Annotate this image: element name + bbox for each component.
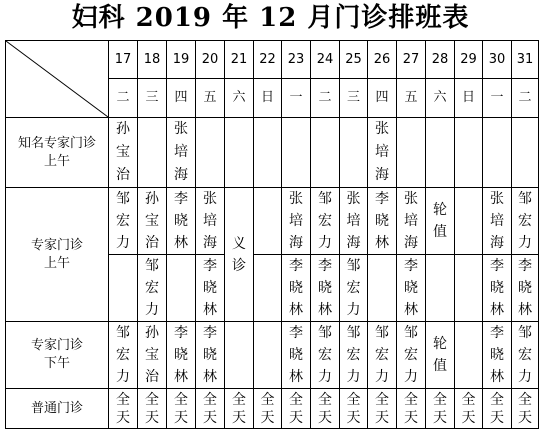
date-cell: 28 — [426, 41, 455, 79]
diagonal-line — [6, 41, 108, 117]
doctor-name: 李晓林 — [174, 325, 188, 385]
schedule-cell — [196, 255, 225, 322]
schedule-cell — [196, 322, 225, 389]
schedule-cell — [311, 188, 340, 255]
corner-diagonal-cell — [6, 41, 109, 118]
doctor-name: 张培海 — [289, 191, 303, 251]
doctor-name: 孙宝治 — [145, 191, 159, 251]
row-label — [6, 118, 109, 188]
date-cell: 30 — [483, 41, 512, 79]
schedule-cell — [483, 188, 512, 255]
schedule-cell — [196, 188, 225, 255]
schedule-cell — [368, 322, 397, 389]
date-cell: 23 — [282, 41, 311, 79]
weekday-cell: 四 — [368, 79, 397, 118]
weekday-cell: 一 — [483, 79, 512, 118]
schedule-cell — [368, 188, 397, 255]
doctor-name: 李晓林 — [318, 258, 332, 318]
doctor-name: 李晓林 — [490, 325, 504, 385]
event-label: 义诊 — [232, 235, 246, 274]
weekday-cell: 六 — [426, 79, 455, 118]
row-label-text: 普通门诊 — [30, 400, 83, 416]
doctor-name: 邹宏力 — [404, 325, 418, 385]
doctor-name: 孙宝治 — [116, 121, 130, 183]
all-day-label: 全天 — [346, 391, 361, 426]
schedule-cell — [282, 255, 311, 322]
date-cell: 20 — [196, 41, 225, 79]
doctor-name: 李晓林 — [289, 258, 303, 318]
doctor-name: 张培海 — [375, 121, 389, 183]
schedule-cell — [397, 255, 426, 322]
doctor-name: 邹宏力 — [375, 325, 389, 385]
schedule-table — [5, 40, 539, 429]
schedule-cell — [167, 188, 196, 255]
doctor-name: 孙宝治 — [145, 325, 159, 385]
row-label-text: 专家门诊上午 — [30, 237, 83, 271]
schedule-cell — [311, 118, 340, 188]
weekday-cell: 三 — [340, 79, 368, 118]
all-day-label: 全天 — [518, 391, 532, 426]
date-cell: 18 — [138, 41, 167, 79]
weekday-cell: 二 — [109, 79, 138, 118]
schedule-cell — [138, 188, 167, 255]
date-cell: 22 — [254, 41, 282, 79]
schedule-cell — [426, 118, 455, 188]
weekday-cell: 日 — [254, 79, 282, 118]
doctor-name: 李晓林 — [490, 258, 504, 318]
all-day-label: 全天 — [145, 391, 159, 426]
doctor-name: 邹宏力 — [116, 325, 130, 385]
doctor-name: 邹宏力 — [346, 258, 361, 318]
weekday-cell: 二 — [311, 79, 340, 118]
row-label — [6, 322, 109, 389]
doctor-name: 李晓林 — [375, 191, 389, 251]
doctor-name: 李晓林 — [518, 258, 532, 318]
schedule-cell — [138, 255, 167, 322]
doctor-name: 李晓林 — [404, 258, 418, 318]
schedule-cell — [426, 188, 455, 255]
schedule-cell — [225, 322, 254, 389]
schedule-cell — [483, 322, 512, 389]
schedule-cell — [138, 322, 167, 389]
schedule-cell — [254, 188, 282, 255]
doctor-name: 邹宏力 — [145, 258, 159, 318]
doctor-name: 李晓林 — [203, 258, 217, 318]
schedule-cell — [426, 322, 455, 389]
expert-pm-row — [6, 322, 539, 389]
schedule-cell — [397, 118, 426, 188]
doctor-name: 张培海 — [346, 191, 361, 251]
schedule-cell — [455, 322, 483, 389]
weekday-cell: 一 — [282, 79, 311, 118]
schedule-cell — [340, 322, 368, 389]
event-label: 轮值 — [433, 336, 447, 374]
schedule-cell — [109, 118, 138, 188]
date-cell: 26 — [368, 41, 397, 79]
schedule-cell — [254, 255, 282, 322]
doctor-name: 邹宏力 — [318, 325, 332, 385]
schedule-cell — [397, 188, 426, 255]
all-day-label: 全天 — [174, 391, 188, 426]
schedule-cell — [483, 255, 512, 322]
all-day-label: 全天 — [260, 391, 275, 426]
doctor-name: 张培海 — [404, 191, 418, 251]
schedule-cell — [254, 118, 282, 188]
date-cell: 21 — [225, 41, 254, 79]
schedule-cell — [167, 322, 196, 389]
row-label-text: 专家门诊下午 — [30, 338, 83, 371]
all-day-label: 全天 — [375, 391, 389, 426]
all-day-label: 全天 — [433, 391, 447, 426]
doctor-name: 邹宏力 — [318, 191, 332, 251]
schedule-cell — [512, 118, 539, 188]
date-cell: 24 — [311, 41, 340, 79]
row-label-text: 知名专家门诊上午 — [17, 135, 96, 169]
schedule-cell — [109, 188, 138, 255]
schedule-cell — [196, 118, 225, 188]
schedule-cell — [340, 255, 368, 322]
doctor-name: 李晓林 — [289, 325, 303, 385]
schedule-cell — [311, 255, 340, 322]
date-cell: 29 — [455, 41, 483, 79]
doctor-name: 邹宏力 — [346, 325, 361, 385]
schedule-cell — [254, 322, 282, 389]
doctor-name: 邹宏力 — [518, 325, 532, 385]
schedule-cell — [397, 322, 426, 389]
schedule-cell — [109, 255, 138, 322]
doctor-name: 张培海 — [203, 191, 217, 251]
row-label — [6, 188, 109, 322]
schedule-cell — [368, 255, 397, 322]
expert-am-row-1 — [6, 188, 539, 255]
schedule-cell — [167, 118, 196, 188]
all-day-label: 全天 — [232, 391, 246, 426]
all-day-label: 全天 — [461, 391, 476, 426]
all-day-label: 全天 — [116, 391, 130, 426]
schedule-cell — [340, 188, 368, 255]
weekday-cell: 五 — [196, 79, 225, 118]
schedule-cell — [512, 255, 539, 322]
schedule-cell — [282, 322, 311, 389]
weekday-cell: 日 — [455, 79, 483, 118]
all-day-label: 全天 — [490, 391, 504, 426]
schedule-cell — [167, 255, 196, 322]
schedule-cell — [225, 118, 254, 188]
doctor-name: 邹宏力 — [518, 191, 532, 251]
schedule-cell — [109, 322, 138, 389]
schedule-cell — [138, 118, 167, 188]
schedule-cell — [512, 188, 539, 255]
all-day-label: 全天 — [203, 391, 217, 426]
schedule-cell — [368, 118, 397, 188]
schedule-cell — [483, 118, 512, 188]
schedule-cell — [225, 188, 254, 322]
schedule-cell — [426, 255, 455, 322]
schedule-cell — [512, 322, 539, 389]
schedule-cell — [282, 188, 311, 255]
weekday-cell: 六 — [225, 79, 254, 118]
all-day-label: 全天 — [289, 391, 303, 426]
schedule-cell — [282, 118, 311, 188]
doctor-name: 张培海 — [490, 191, 504, 251]
date-cell: 19 — [167, 41, 196, 79]
page-title: 妇科 2019 年 12 月门诊排班表 — [71, 3, 470, 33]
schedule-cell — [455, 255, 483, 322]
doctor-name: 李晓林 — [174, 191, 188, 251]
famous-expert-am-row — [6, 118, 539, 188]
date-cell: 17 — [109, 41, 138, 79]
schedule-cell — [311, 322, 340, 389]
all-day-label: 全天 — [404, 391, 418, 426]
date-cell: 25 — [340, 41, 368, 79]
date-cell: 31 — [512, 41, 539, 79]
weekday-cell: 五 — [397, 79, 426, 118]
all-day-label: 全天 — [318, 391, 332, 426]
date-cell: 27 — [397, 41, 426, 79]
weekday-cell: 二 — [512, 79, 539, 118]
weekday-cell: 三 — [138, 79, 167, 118]
schedule-cell — [340, 118, 368, 188]
schedule-cell — [455, 188, 483, 255]
doctor-name: 张培海 — [174, 121, 188, 183]
date-row — [6, 41, 539, 79]
event-label: 轮值 — [433, 202, 447, 240]
weekday-cell: 四 — [167, 79, 196, 118]
schedule-cell — [455, 118, 483, 188]
doctor-name: 邹宏力 — [116, 191, 130, 251]
doctor-name: 李晓林 — [203, 325, 217, 385]
